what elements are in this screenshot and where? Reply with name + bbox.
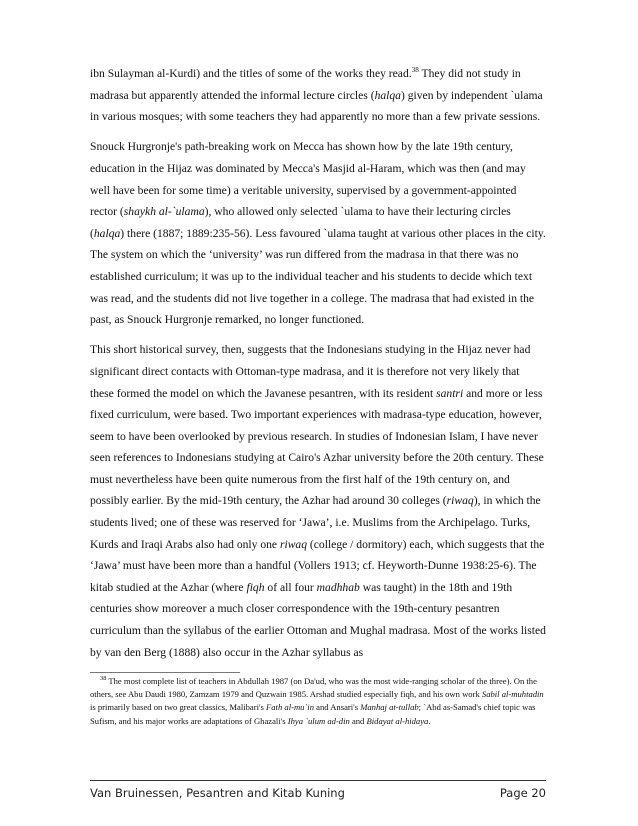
text-run: ibn Sulayman al-Kurdi) and the titles of some of the works they read.	[90, 67, 412, 80]
text-run: and	[349, 715, 367, 726]
footnote-mark: 38	[100, 675, 107, 683]
italic-term: Manhaj at-tullab	[360, 702, 419, 713]
italic-term: riwaq	[446, 494, 474, 508]
text-run: was taught) in the 18th and 19th centuries show moreover a much closer correspondence with the 19th-century pesantren curriculum than the syllabus of the earlier Ottoman and Mughal madrasa. Most of the works listed by van den Berg (1888) also occur in the Azhar syllabus as	[90, 580, 546, 659]
paragraph	[90, 339, 546, 663]
footer-title: Van Bruinessen, Pesantren and Kitab Kuning	[90, 786, 345, 800]
italic-term: fiqh	[246, 580, 265, 594]
text-run: .	[428, 715, 431, 726]
italic-term: halqa	[93, 226, 121, 240]
page-footer	[90, 786, 546, 800]
italic-term: madhhab	[316, 580, 360, 594]
text-run: ) given by independent `ulama in various mosques; with some teachers they had apparently no more than a few private sessions.	[90, 88, 543, 124]
text-run: (college / dormitory) each, which suggests that the ‘Jawa’ must have been more than a handful (Vollers 1913; cf. Heyworth-Dunne 1938:25-6). The kitab studied at the Azhar (where	[90, 537, 545, 594]
footer-separator	[90, 780, 546, 781]
footnote-separator	[90, 672, 240, 673]
text-run: is primarily based on two great classics, Malibari's	[90, 702, 267, 713]
body-text	[90, 63, 546, 672]
footnote-body	[90, 676, 544, 726]
italic-term: Ihya `ulum ad-din	[287, 715, 350, 726]
text-run: ), in which the students lived; one of these was reserved for ‘Jawa’, i.e. Muslims from the Archipelago. Turks, Kurds and Iraqi Arabs also had only one	[90, 494, 541, 551]
page-number: Page 20	[499, 786, 546, 800]
italic-term: Bidayat al-hidaya	[366, 715, 429, 726]
footnote-reference: 38	[411, 66, 419, 75]
paragraph	[90, 63, 546, 128]
footnote-text	[90, 675, 546, 728]
italic-term: Sabil al-muhtadin	[481, 689, 544, 700]
text-run: Snouck Hurgronje's path-breaking work on Mecca has shown how by the late 19th century, education in the Hijaz was dominated by Mecca's Masjid al-Haram, which was then (and may well have been for some time) a veritable university, supervised by a government-appointed rector (	[90, 140, 526, 219]
paragraph	[90, 136, 546, 330]
italic-term: halqa	[374, 88, 401, 102]
text-run: of all four	[264, 580, 317, 594]
text-run: This short historical survey, then, suggests that the Indonesians studying in the Hijaz never had significant direct contacts with Ottoman-type madrasa, and it is therefore not very likely that these formed the model on which the Javanese pesantren, with its resident	[90, 343, 531, 400]
text-run: The most complete list of teachers in Abdullah 1987 (on Da'ud, who was the most wide-ranging scholar of the three). On the others, see Abu Daudi 1980, Zamzam 1979 and Quzwain 1985. Arshad studied especially fiqh, and his own work	[90, 676, 537, 700]
italic-term: santri	[436, 386, 464, 400]
footnote	[90, 675, 546, 728]
text-run: and more or less fixed curriculum, were based. Two important experiences with madrasa-type education, however, seem to have been overlooked by previous research. In studies of Indonesian Islam, I have never seen references to Indonesians studying at Cairo's Azhar university before the 20th century. These must nevertheless have been quite numerous from the first half of the 19th century on, and possibly earlier. By the mid-19th century, the Azhar had around 30 colleges (	[90, 386, 544, 508]
text-run: and Ansari's	[314, 702, 361, 713]
italic-term: Fath al-mu`in	[266, 702, 314, 713]
italic-term: riwaq	[279, 537, 308, 551]
text-run: ) there (1887; 1889:235-56). Less favoured `ulama taught at various other places in the city. The system on which the ‘university’ was run differed from the madrasa in that there was no established curriculum; it was up to the individual teacher and his students to decide which text was read, and the students did not live together in a college. The madrasa that had existed in the past, as Snouck Hurgronje remarked, no longer functioned.	[90, 226, 546, 327]
italic-term: shaykh al-`ulama	[123, 205, 205, 219]
text-run: ), who allowed only selected `ulama to have their lecturing circles (	[90, 205, 511, 240]
text-run: They did not study in madrasa but apparently attended the informal lecture circles (	[90, 67, 521, 102]
text-run: ; `Abd as-Samad's chief topic was Sufism, and his major works are adaptations of Ghazali's	[90, 702, 536, 726]
